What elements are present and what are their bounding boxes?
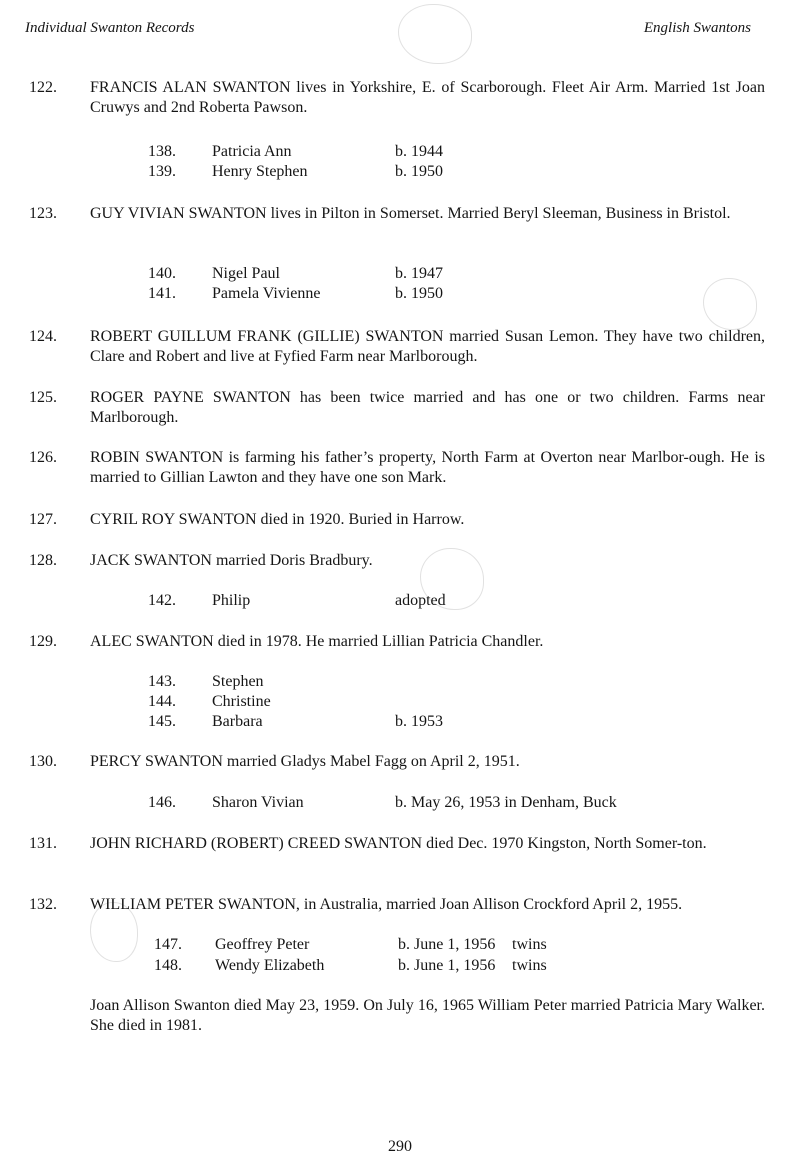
child-birth: b. 1944 xyxy=(395,143,443,160)
child-birth: b. June 1, 1956 xyxy=(398,936,496,953)
record-text: JACK SWANTON married Doris Bradbury. xyxy=(90,552,373,569)
child-name: Philip xyxy=(212,592,251,609)
record-number: 122. xyxy=(29,79,57,96)
record-footnote: Joan Allison Swanton died May 23, 1959. On July 16, 1965 William Peter married Patricia Mary Walker. She died in 1981. xyxy=(90,997,765,1034)
child-note: twins xyxy=(512,936,547,953)
child-number: 141. xyxy=(148,285,176,302)
record-number: 129. xyxy=(29,633,57,650)
record-number: 125. xyxy=(29,389,57,406)
child-number: 143. xyxy=(148,673,176,690)
record-number: 131. xyxy=(29,835,57,852)
child-number: 140. xyxy=(148,265,176,282)
record-text: JOHN RICHARD (ROBERT) CREED SWANTON died Dec. 1970 Kingston, North Somer-ton. xyxy=(90,835,707,852)
child-number: 138. xyxy=(148,143,176,160)
record-number: 128. xyxy=(29,552,57,569)
child-number: 148. xyxy=(154,957,182,974)
page-number: 290 xyxy=(388,1138,412,1155)
record-number: 126. xyxy=(29,449,57,466)
record-text: ALEC SWANTON died in 1978. He married Lillian Patricia Chandler. xyxy=(90,633,544,650)
child-birth: b. May 26, 1953 in Denham, Buck xyxy=(395,794,617,811)
record-text: WILLIAM PETER SWANTON, in Australia, married Joan Allison Crockford April 2, 1955. xyxy=(90,896,683,913)
child-number: 145. xyxy=(148,713,176,730)
scan-smudge xyxy=(398,4,472,64)
record-number: 130. xyxy=(29,753,57,770)
child-name: Wendy Elizabeth xyxy=(215,957,325,974)
child-birth: b. June 1, 1956 xyxy=(398,957,496,974)
child-birth: b. 1950 xyxy=(395,285,443,302)
child-name: Stephen xyxy=(212,673,264,690)
child-name: Christine xyxy=(212,693,271,710)
record-text: ROBIN SWANTON is farming his father’s property, North Farm at Overton near Marlbor-ough. He is married to Gillian Lawton and they have one son Mark. xyxy=(90,449,765,486)
child-name: Patricia Ann xyxy=(212,143,292,160)
record-text: ROGER PAYNE SWANTON has been twice married and has one or two children. Farms near Marlborough. xyxy=(90,389,765,426)
record-text: CYRIL ROY SWANTON died in 1920. Buried in Harrow. xyxy=(90,511,465,528)
child-name: Pamela Vivienne xyxy=(212,285,321,302)
child-number: 139. xyxy=(148,163,176,180)
child-name: Nigel Paul xyxy=(212,265,280,282)
record-text: GUY VIVIAN SWANTON lives in Pilton in Somerset. Married Beryl Sleeman, Business in Bristol. xyxy=(90,205,731,222)
header-left-title: Individual Swanton Records xyxy=(25,20,195,36)
child-name: Henry Stephen xyxy=(212,163,308,180)
child-birth: b. 1950 xyxy=(395,163,443,180)
child-name: Barbara xyxy=(212,713,263,730)
child-birth: b. 1947 xyxy=(395,265,443,282)
record-number: 124. xyxy=(29,328,57,345)
child-birth: adopted xyxy=(395,592,446,609)
child-note: twins xyxy=(512,957,547,974)
child-number: 147. xyxy=(154,936,182,953)
record-number: 132. xyxy=(29,896,57,913)
record-text: FRANCIS ALAN SWANTON lives in Yorkshire, E. of Scarborough. Fleet Air Arm. Married 1st Joan Cruwys and 2nd Roberta Pawson. xyxy=(90,79,765,116)
child-name: Sharon Vivian xyxy=(212,794,304,811)
scan-smudge xyxy=(703,278,757,330)
header-right-title: English Swantons xyxy=(643,20,751,36)
child-number: 144. xyxy=(148,693,176,710)
child-number: 142. xyxy=(148,592,176,609)
record-text: PERCY SWANTON married Gladys Mabel Fagg on April 2, 1951. xyxy=(90,753,520,770)
record-text: ROBERT GUILLUM FRANK (GILLIE) SWANTON married Susan Lemon. They have two children, Clare and Robert and live at Fyfied Farm near Marlborough. xyxy=(90,328,765,365)
record-number: 127. xyxy=(29,511,57,528)
child-birth: b. 1953 xyxy=(395,713,443,730)
child-number: 146. xyxy=(148,794,176,811)
record-number: 123. xyxy=(29,205,57,222)
child-name: Geoffrey Peter xyxy=(215,936,310,953)
